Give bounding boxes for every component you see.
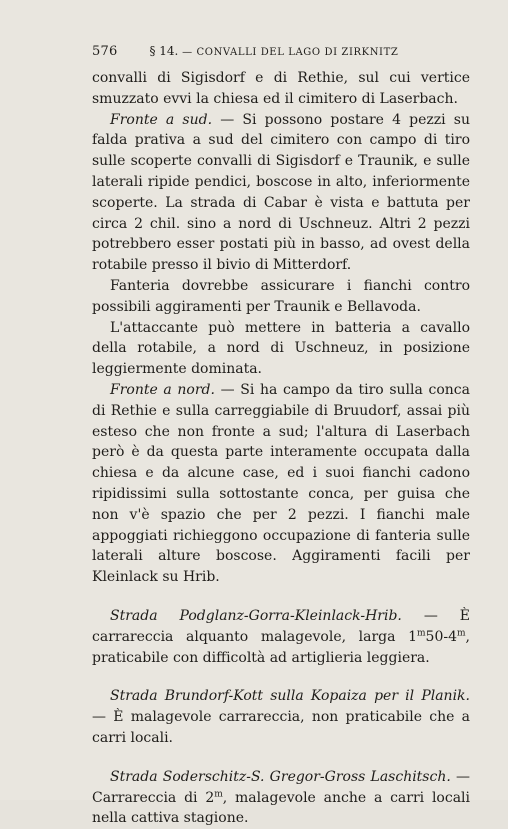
paragraph-fronte-nord: [92, 380, 470, 588]
road-entry-brundorf: [92, 686, 470, 748]
paragraph-text: convalli di Sigisdorf e di Rethie, sul cui vertice smuzzato evvi la chiesa ed il cimitero di Laserbach.: [92, 70, 470, 107]
page-number: 576: [92, 44, 118, 59]
section-title: CONVALLI DEL LAGO DI ZIRKNITZ: [196, 47, 399, 58]
paragraph-text: — Si possono postare 4 pezzi su falda prativa a sud del cimitero con campo di tiro sulle scoperte convalli di Sigisdorf e Traunik, e sulle laterali ripide pendici, boscose in alto, inferiormente scoperte. La strada di Cabar è vista e battuta per circa 2 chil. sino a nord di Uschneuz. Altri 2 pezzi potrebbero esser postati più in basso, ad ovest della rotabile presso il bivio di Mitterdorf.: [92, 111, 470, 274]
road-name: Strada Podglanz-Gorra-Kleinlack-Hrib.: [110, 607, 402, 624]
road-text: — Carrareccia di 2: [92, 768, 470, 806]
paragraph-text: — Si ha campo da tiro sulla conca di Rethie e sulla carreggiabile di Bruudorf, assai più esteso che non fronte a sud; l'altura di Laserbach però è da questa parte interamente occupata dalla chiesa e da alcune case, ed i suoi fianchi cadono ripidissimi sulla sottostante conca, per guisa che non v'è spazio che per 2 pezzi. I fianchi male appoggiati richieggono occupazione di fanteria sulle laterali alture boscose. Aggiramenti facili per Kleinlack su Hrib.: [92, 381, 470, 586]
paragraph-text: Fanteria dovrebbe assicurare i fianchi contro possibili aggiramenti per Traunik e Bellavoda.: [92, 277, 470, 315]
paragraph-attaccante: [92, 318, 470, 380]
paragraph-fronte-sud: [92, 110, 470, 276]
paragraph-continuation: [92, 68, 470, 110]
road-name: Strada Brundorf-Kott sulla Kopaiza per il Planik.: [110, 688, 470, 705]
paragraph-fanteria: [92, 276, 470, 318]
paragraph-text: L'attaccante può mettere in batteria a cavallo della rotabile, a nord di Uschneuz, in posizione leggiermente dominata.: [92, 319, 470, 378]
paragraph-lead: Fronte a sud.: [110, 111, 213, 128]
running-header: [92, 44, 472, 60]
section-heading: § 14. — CONVALLI DEL LAGO DI ZIRKNITZ: [149, 44, 399, 58]
road-name: Strada Soderschitz-S. Gregor-Gross Laschitsch.: [110, 768, 451, 785]
unit-superscript: m: [457, 628, 466, 639]
spacer: [92, 668, 470, 686]
road-entry-podglanz: [92, 606, 470, 668]
spacer: [92, 749, 470, 767]
road-text: — È carrareccia alquanto malagevole, larga 1: [92, 607, 471, 645]
paragraph-lead: Fronte a nord.: [110, 381, 215, 398]
spacer: [92, 588, 470, 606]
road-entry-soderschitz: [92, 767, 470, 829]
road-text: , malagevole anche a carri locali nella cattiva stagione.: [92, 789, 470, 827]
road-text: , praticabile con difficoltà ad artiglieria leggiera.: [92, 628, 470, 666]
section-number: § 14.: [149, 44, 179, 58]
road-text: — È malagevole carrareccia, non praticabile che a carri locali.: [92, 709, 470, 746]
body-text: [92, 68, 470, 829]
unit-superscript: m: [214, 788, 223, 799]
road-text: 50-4: [425, 628, 457, 645]
unit-superscript: m: [417, 628, 426, 639]
